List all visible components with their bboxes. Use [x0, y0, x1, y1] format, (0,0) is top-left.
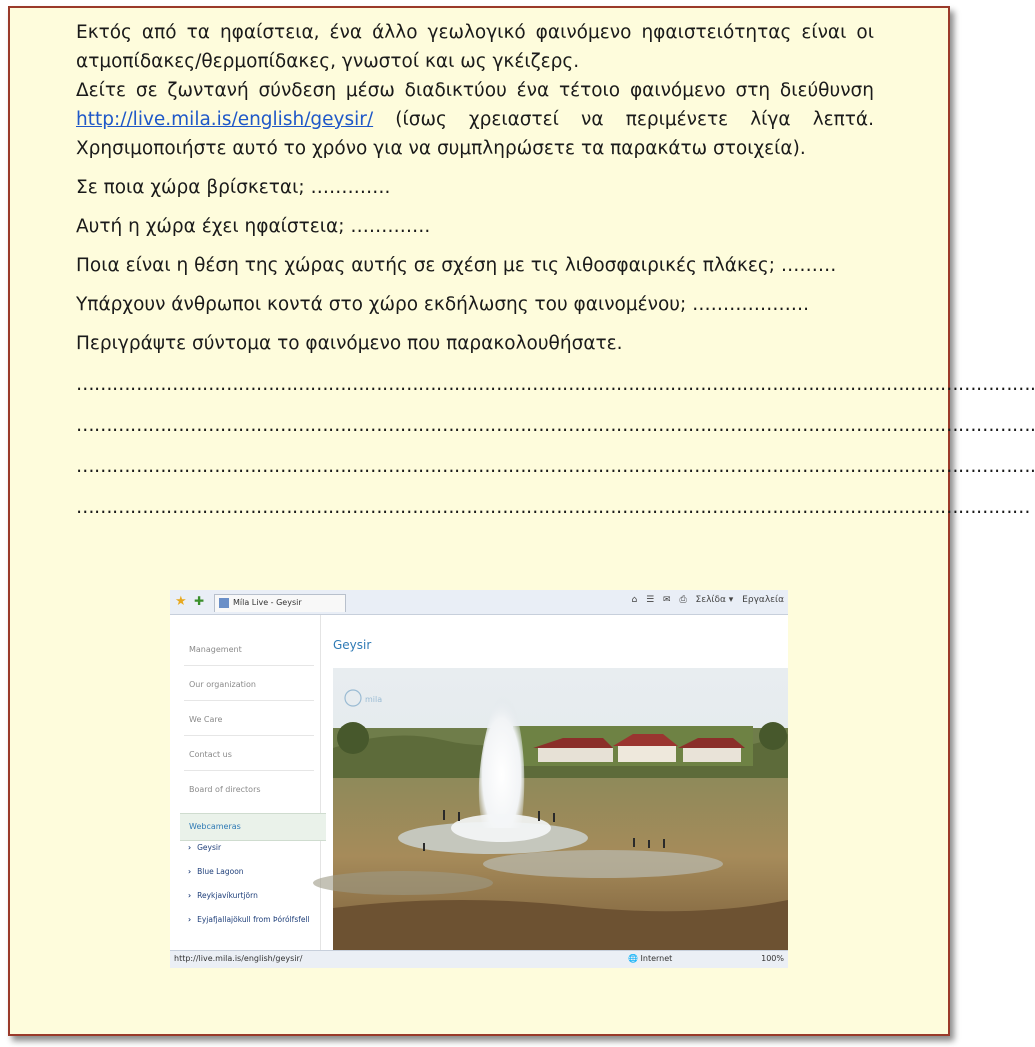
site-favicon-icon: [219, 598, 229, 608]
favorites-star-icon: ★: [175, 594, 187, 609]
sidebar-item-contact: Contact us: [189, 750, 232, 759]
intro-paragraph: [76, 18, 874, 163]
sidebar-item-organization: Our organization: [189, 680, 256, 689]
intro-line-1: Εκτός από τα ηφαίστεια, ένα άλλο γεωλογικό φαινόμενο ηφαιστειότητας είναι οι ατμοπίδακες/θερμοπίδακες, γνωστοί και ως γκέιζερς.: [76, 22, 874, 72]
browser-tab: [214, 594, 346, 612]
internet-zone: 🌐 Internet: [628, 954, 673, 963]
answer-line[interactable]: ……………………………………………………………………………………………………………………………………………: [76, 497, 1030, 518]
print-icon: ⎙: [679, 595, 687, 605]
browser-screenshot: [170, 590, 788, 968]
answer-line[interactable]: …………………………………………………………………………………………………………………………………………….: [76, 456, 1035, 477]
sidebar-divider: [184, 770, 314, 771]
sidebar-item-we-care: We Care: [189, 715, 223, 724]
tools-menu: Εργαλεία: [742, 595, 784, 605]
home-icon: ⌂: [631, 595, 638, 605]
geysir-webcam-photo: [333, 668, 788, 950]
question-plates: Ποια είναι η θέση της χώρας αυτής σε σχέση με τις λιθοσφαιρικές πλάκες; ………: [76, 255, 837, 276]
sidebar-divider: [184, 665, 314, 666]
page-menu: Σελίδα ▾: [695, 595, 734, 605]
question-people: Υπάρχουν άνθρωποι κοντά στο χώρο εκδήλωσης του φαινομένου; ……………….: [76, 294, 809, 315]
sidebar-sub-eyjafjallajokull: › Eyjafjallajökull from Þórólfsfell: [188, 915, 310, 924]
intro-line-2-rest: (ίσως χρειαστεί να περιμένετε λίγα λεπτά. Χρησιμοποιήστε αυτό το χρόνο για να συμπληρώσετε τα παρακάτω στοιχεία).: [76, 109, 874, 159]
chevron-right-icon: ›: [188, 867, 192, 876]
chevron-right-icon: ›: [188, 915, 192, 924]
sidebar-divider: [184, 700, 314, 701]
status-url: http://live.mila.is/english/geysir/: [174, 954, 303, 963]
mail-icon: ✉: [663, 595, 671, 605]
browser-statusbar: [170, 950, 788, 968]
question-volcanoes: Αυτή η χώρα έχει ηφαίστεια; ………….: [76, 216, 431, 237]
sidebar-divider: [184, 735, 314, 736]
worksheet-text: [76, 18, 1035, 522]
zoom-level: 100%: [761, 954, 784, 963]
tab-title: Míla Live - Geysir: [233, 598, 302, 607]
add-favorite-icon: ✚: [194, 594, 205, 608]
answer-line[interactable]: …………………………………………………………………………………………………………………………………………….: [76, 374, 1035, 395]
chevron-right-icon: ›: [188, 891, 192, 900]
sidebar-sub-blue-lagoon: › Blue Lagoon: [188, 867, 244, 876]
geysir-link[interactable]: http://live.mila.is/english/geysir/: [76, 109, 374, 130]
chevron-right-icon: ›: [188, 843, 192, 852]
browser-toolbar: [170, 590, 788, 615]
sidebar-item-webcameras: [180, 813, 326, 841]
sidebar-sub-geysir: › Geysir: [188, 843, 222, 852]
geysir-photo-svg: [333, 668, 788, 950]
sidebar-active-label: Webcameras: [189, 822, 241, 831]
question-country: Σε ποια χώρα βρίσκεται; ………….: [76, 177, 391, 198]
sidebar-sub-reykjavik: › Reykjavíkurtjörn: [188, 891, 258, 900]
answer-line[interactable]: …………………………………………………………………………………………………………………………………………….: [76, 415, 1035, 436]
page-title: Geysir: [333, 638, 372, 652]
sidebar-item-board: Board of directors: [189, 785, 261, 794]
toolbar-commands: [626, 595, 785, 605]
svg-text:mila: mila: [365, 695, 383, 704]
site-sidebar: [170, 615, 321, 950]
sidebar-item-management: Management: [189, 645, 242, 654]
intro-line-2: Δείτε σε ζωντανή σύνδεση μέσω διαδικτύου ένα τέτοιο φαινόμενο στη διεύθυνση: [76, 80, 874, 101]
question-describe: Περιγράψτε σύντομα το φαινόμενο που παρακολουθήσατε.: [76, 333, 623, 354]
feeds-icon: ☰: [646, 595, 655, 605]
